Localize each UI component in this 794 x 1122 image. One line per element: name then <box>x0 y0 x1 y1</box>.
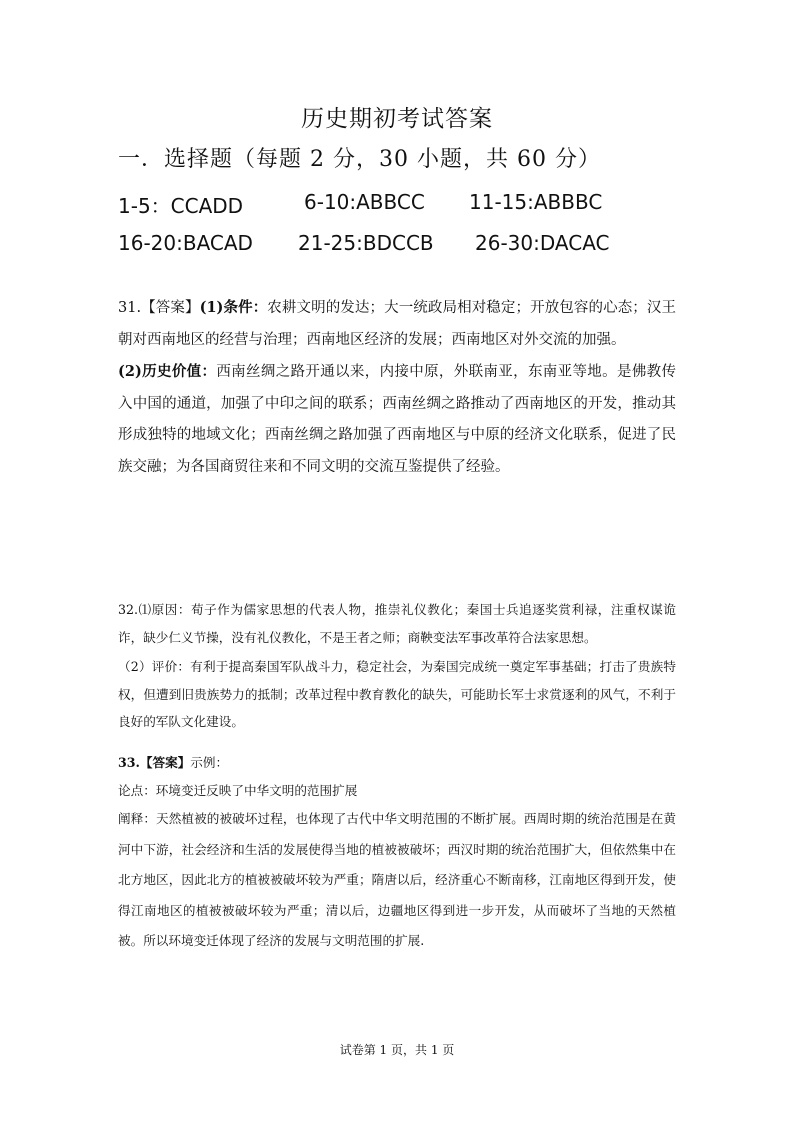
q33-label-example: 示例： <box>190 755 229 770</box>
q31-label: 31.【答案】 <box>118 300 200 316</box>
page-footer: 试卷第 1 页，共 1 页 <box>339 1043 455 1057</box>
section-heading-choice: 一．选择题（每题 2 分，30 小题，共 60 分） <box>118 147 601 172</box>
question-32-answer <box>118 596 676 736</box>
q31-part2-text: 西南丝绸之路开通以来，内接中原，外联南亚，东南亚等地。是佛教传入中国的通道，加强了中印之间的联系；西南丝绸之路推动了西南地区的开发，推动其形成独特的地域文化；西南丝绸之路加强了西南地区与中原的经济文化联系，促进了民族交融；为各国商贸往来和不同文明的交流互鉴提供了经验。 <box>118 364 676 475</box>
q33-label: 33.【答案】 <box>118 755 191 770</box>
answer-group: 26-30:DACAC <box>475 231 610 255</box>
answer-group: 6-10:ABBCC <box>304 190 425 214</box>
q32-part1-text: 32.⑴原因：荀子作为儒家思想的代表人物，推崇礼仪教化；秦国士兵追逐奖赏利禄，注重权谋诡诈，缺少仁义节操，没有礼仪教化，不是王者之师；商鞅变法军事改革符合法家思想。 <box>118 602 676 645</box>
question-31-answer <box>118 292 676 483</box>
answer-group: 16-20:BACAD <box>118 231 253 255</box>
answer-group: 11-15:ABBBC <box>469 190 603 214</box>
answer-group: 21-25:BDCCB <box>298 231 434 255</box>
question-33-answer <box>118 749 676 957</box>
q31-part1-heading: (1)条件： <box>199 299 268 316</box>
q31-part1-text: 农耕文明的发达；大一统政局相对稳定；开放包容的心态；汉王朝对西南地区的经营与治理；西南地区经济的发展；西南地区对外交流的加强。 <box>118 300 677 348</box>
page-title: 历史期初考试答案 <box>301 106 493 132</box>
answer-group: 1-5：CCADD <box>118 194 244 218</box>
q33-explanation: 阐释：天然植被的被破坏过程，也体现了古代中华文明范围的不断扩展。西周时期的统治范围是在黄河中下游，社会经济和生活的发展使得当地的植被被破坏；西汉时期的统治范围扩大，但依然集中在北方地区，因此北方的植被被破坏较为严重；隋唐以后，经济重心不断南移，江南地区得到开发，使得江南地区的植被被破坏较为严重；清以后，边疆地区得到进一步开发，从而破坏了当地的天然植被。所以环境变迁体现了经济的发展与文明范围的扩展. <box>118 811 676 948</box>
q32-part2-text: （2）评价：有利于提高秦国军队战斗力，稳定社会，为秦国完成统一奠定军事基础；打击了贵族特权，但遭到旧贵族势力的抵制；改革过程中教育教化的缺失，可能助长军士求赏逐利的风气，不利于良好的军队文化建设。 <box>118 659 676 729</box>
q33-thesis: 论点：环境变迁反映了中华文明的范围扩展 <box>118 782 358 798</box>
q31-part2-heading: (2)历史价值： <box>118 363 217 380</box>
